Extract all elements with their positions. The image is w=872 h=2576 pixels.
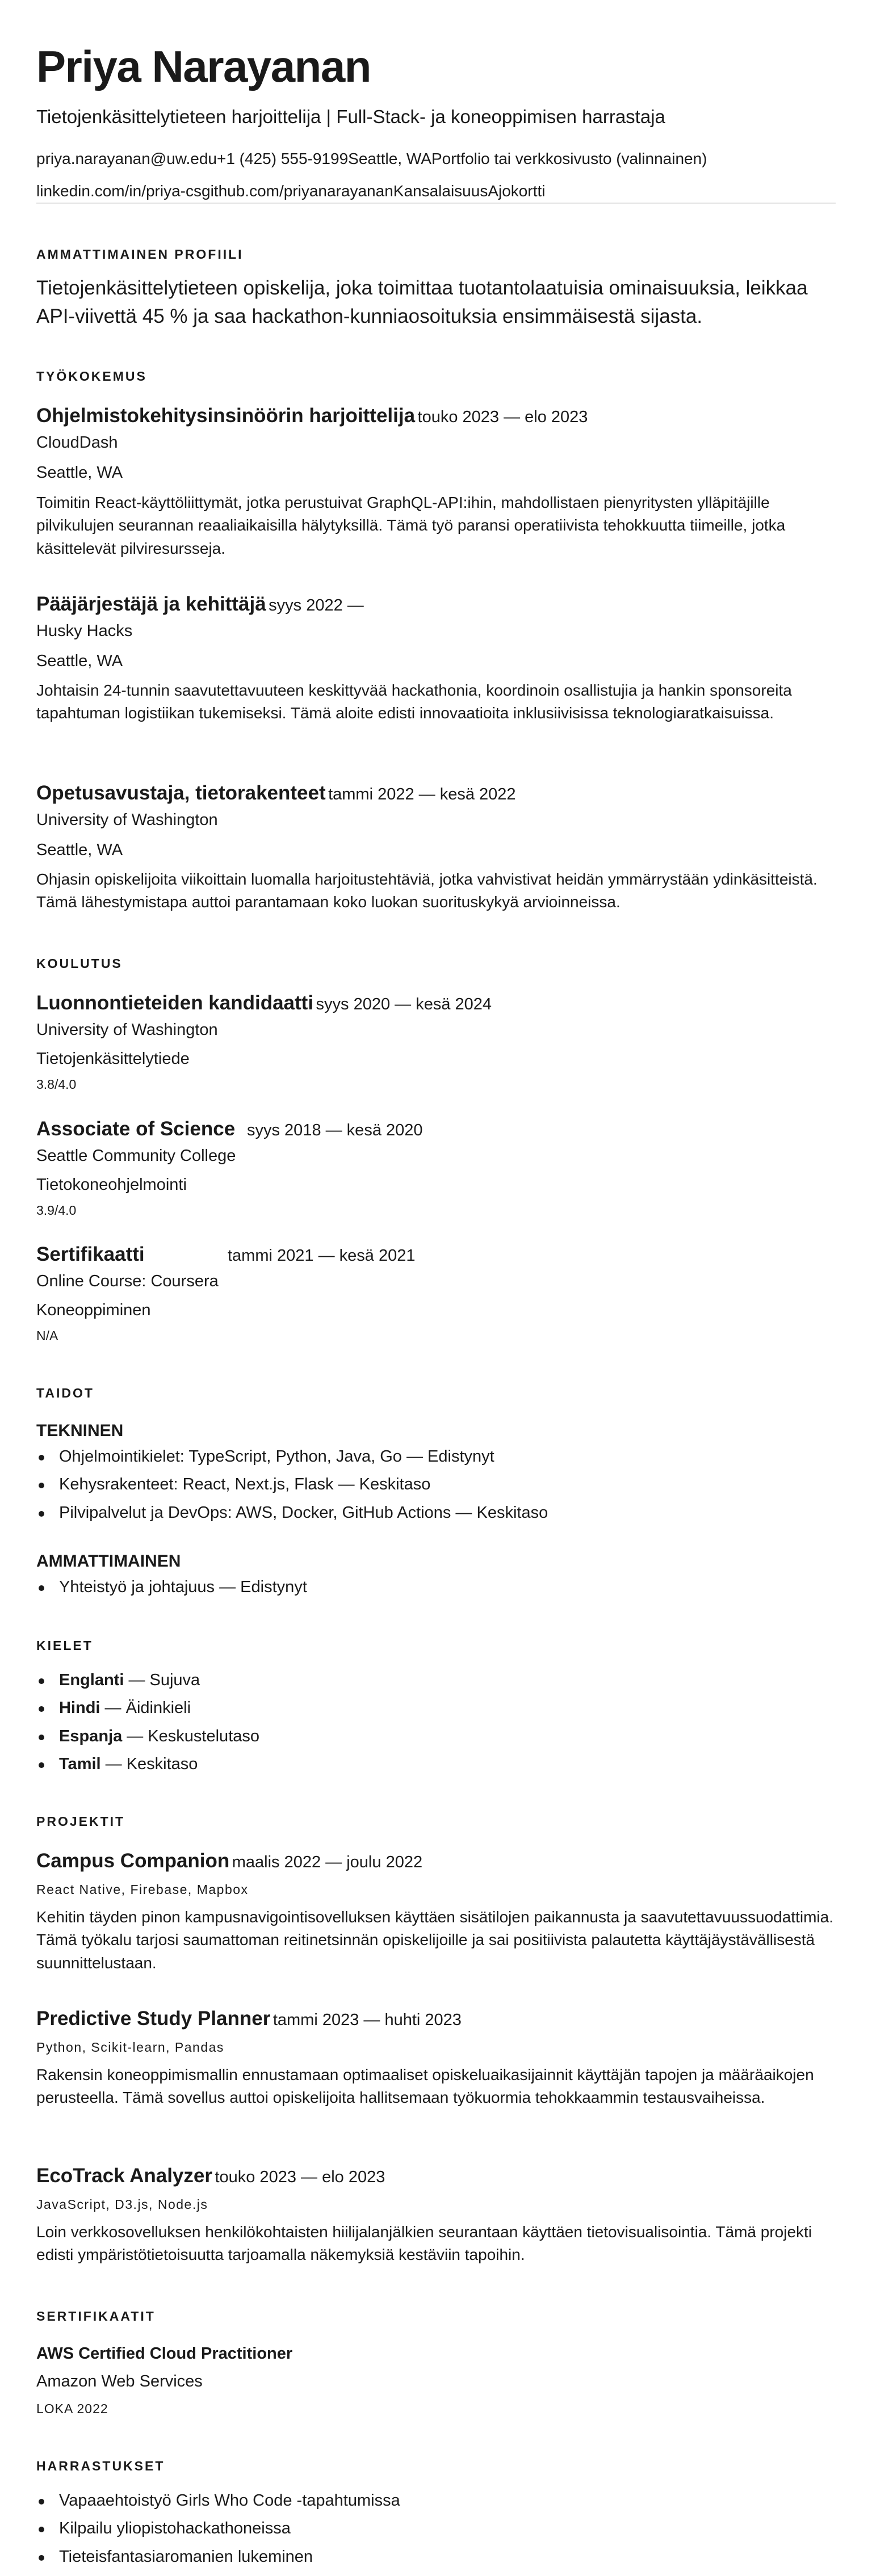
contact-row-links: [36, 182, 545, 201]
job-title: Opetusavustaja, tietorakenteet: [36, 782, 326, 804]
language-name: Tamil: [59, 1754, 101, 1773]
list-item: Yhteistyö ja johtajuus — Edistynyt: [36, 1573, 307, 1601]
job-organization: Husky Hacks: [36, 622, 133, 640]
location: Seattle, WA: [348, 150, 431, 167]
language-name: Englanti: [59, 1671, 124, 1689]
job-dates: tammi 2022 — kesä 2022: [328, 785, 516, 803]
project-name: Campus Companion: [36, 1850, 230, 1872]
list-item: [36, 1694, 259, 1722]
linkedin-link[interactable]: linkedin.com/in/priya-cs: [36, 182, 202, 200]
list-item: Kehysrakenteet: React, Next.js, Flask — Keskitaso: [36, 1471, 548, 1499]
project-tech: JavaScript, D3.js, Node.js: [36, 2197, 208, 2212]
language-level: — Keskustelutaso: [122, 1727, 260, 1745]
language-level: — Sujuva: [124, 1671, 200, 1689]
field-of-study: Koneoppiminen: [36, 1301, 151, 1319]
section-heading-experience: TYÖKOKEMUS: [36, 369, 147, 384]
language-name: Hindi: [59, 1699, 100, 1718]
job-location: Seattle, WA: [36, 841, 123, 859]
list-item: Kilpailu yliopistohackathoneissa: [36, 2515, 400, 2543]
job-location: Seattle, WA: [36, 652, 123, 670]
section-heading-profile: AMMATTIMAINEN PROFIILI: [36, 247, 244, 262]
section-heading-interests: HARRASTUKSET: [36, 2459, 165, 2473]
job-dates: syys 2022 —: [269, 596, 364, 614]
email-link[interactable]: priya.narayanan@uw.edu: [36, 150, 217, 167]
candidate-tagline: Tietojenkäsittelytieteen harjoittelija | Full-Stack- ja koneoppimisen harrastaja: [36, 106, 665, 127]
section-heading-certifications: SERTIFIKAATIT: [36, 2309, 156, 2324]
project-description: Kehitin täyden pinon kampusnavigointisovelluksen käyttäen sisätilojen paikannusta ja saavutettavuussuodattimia. Tämä työkalu tarjosi saumattoman reitinetsinnän opiskelijoille ja sai positiivista palautetta käyttäjäystävällisestä suunnittelustaan.: [36, 1908, 833, 1972]
citizenship: Kansalaisuus: [393, 182, 488, 200]
grade: 3.8/4.0: [36, 1077, 77, 1092]
education-entry: [36, 1118, 423, 1140]
technical-skills-list: [36, 1443, 548, 1527]
phone-number: +1 (425) 555-9199: [216, 150, 349, 167]
job-dates: touko 2023 — elo 2023: [417, 408, 588, 426]
grade: N/A: [36, 1328, 58, 1343]
project-dates: touko 2023 — elo 2023: [215, 2168, 385, 2186]
degree-dates: syys 2020 — kesä 2024: [316, 995, 492, 1013]
portfolio-link[interactable]: Portfolio tai verkkosivusto (valinnainen): [431, 150, 707, 167]
school-name: Online Course: Coursera: [36, 1272, 219, 1290]
education-entry: [36, 992, 492, 1015]
job-organization: CloudDash: [36, 433, 118, 452]
project-tech: Python, Scikit-learn, Pandas: [36, 2040, 224, 2055]
experience-entry: [36, 405, 588, 427]
certification-name: AWS Certified Cloud Practitioner: [36, 2345, 293, 2363]
project-tech: React Native, Firebase, Mapbox: [36, 1882, 249, 1897]
header-divider: [36, 203, 836, 204]
project-entry: [36, 1850, 422, 1872]
language-name: Espanja: [59, 1727, 123, 1745]
school-name: University of Washington: [36, 1021, 218, 1039]
education-entry: [36, 1243, 415, 1266]
project-entry: [36, 2007, 462, 2030]
degree-title: Luonnontieteiden kandidaatti: [36, 992, 314, 1014]
degree-title: Sertifikaatti: [36, 1243, 145, 1265]
section-heading-languages: KIELET: [36, 1638, 93, 1653]
list-item: [36, 1666, 259, 1694]
experience-entry: [36, 782, 516, 805]
degree-dates: tammi 2021 — kesä 2021: [228, 1247, 416, 1265]
contact-row: [36, 149, 707, 169]
skills-subheading-professional: AMMATTIMAINEN: [36, 1552, 181, 1571]
driving-license: Ajokortti: [488, 182, 546, 200]
job-description: Johtaisin 24-tunnin saavutettavuuteen keskittyvää hackathonia, koordinoin osallistujia ja hankin sponsoreita tapahtuman logistiikan tukemiseksi. Tämä aloite edisti innovaatioita inklusiivisissa teknologiaratkaisuissa.: [36, 681, 792, 722]
profile-summary: Tietojenkäsittelytieteen opiskelija, joka toimittaa tuotantolaatuisia ominaisuuksia, leikkaa API-viivettä 45 % ja saa hackathon-kunniaosoituksia ensimmäisestä sijasta.: [36, 277, 808, 328]
project-entry: [36, 2165, 385, 2187]
project-dates: tammi 2023 — huhti 2023: [272, 2011, 462, 2029]
candidate-name: Priya Narayanan: [36, 41, 371, 91]
project-name: Predictive Study Planner: [36, 2007, 271, 2030]
interests-list: [36, 2487, 400, 2571]
certification-date: LOKA 2022: [36, 2401, 108, 2416]
school-name: Seattle Community College: [36, 1147, 236, 1165]
list-item: Vapaaehtoistyö Girls Who Code -tapahtumissa: [36, 2487, 400, 2515]
experience-entry: [36, 593, 364, 616]
job-description: Ohjasin opiskelijoita viikoittain luomalla harjoitustehtäviä, jotka vahvistivat heidän ymmärrystään ydinkäsitteistä. Tämä lähestymistapa auttoi parantamaan koko luokan suorituskykyä arvioinneissa.: [36, 870, 818, 911]
project-dates: maalis 2022 — joulu 2022: [232, 1853, 423, 1871]
list-item: Ohjelmointikielet: TypeScript, Python, Java, Go — Edistynyt: [36, 1443, 548, 1471]
project-description: Rakensin koneoppimismallin ennustamaan optimaaliset opiskeluaikasijainnit käyttäjän tapojen ja määräaikojen perusteella. Tämä sovellus auttoi opiskelijoita hallitsemaan työkuormia tehokkaammin testausvaiheissa.: [36, 2066, 814, 2107]
job-description: Toimitin React-käyttöliittymät, jotka perustuivat GraphQL-API:ihin, mahdollistaen pienyritysten ylläpitäjille pilvikulujen seurannan reaaliaikaisilla hälytyksillä. Tämä työ paransi operatiivista tehokkuutta tiimeille, jotka käsittelevät pilviresursseja.: [36, 494, 786, 557]
list-item: [36, 1723, 259, 1750]
grade: 3.9/4.0: [36, 1203, 77, 1218]
job-location: Seattle, WA: [36, 464, 123, 482]
section-heading-education: KOULUTUS: [36, 956, 123, 971]
field-of-study: Tietokoneohjelmointi: [36, 1176, 187, 1194]
certification-issuer: Amazon Web Services: [36, 2372, 203, 2390]
job-organization: University of Washington: [36, 811, 218, 829]
languages-list: [36, 1666, 259, 1778]
degree-title: Associate of Science: [36, 1118, 236, 1140]
skills-subheading-technical: TEKNINEN: [36, 1421, 124, 1440]
field-of-study: Tietojenkäsittelytiede: [36, 1050, 190, 1068]
language-level: — Äidinkieli: [100, 1699, 191, 1718]
language-level: — Keskitaso: [100, 1754, 198, 1773]
project-description: Loin verkkosovelluksen henkilökohtaisten hiilijalanjälkien seurantaan käyttäen tietovisualisointia. Tämä projekti edisti ympäristötietoisuutta tarjoamalla näkemyksiä kestäviin tapoihin.: [36, 2223, 812, 2264]
project-name: EcoTrack Analyzer: [36, 2165, 212, 2187]
section-heading-skills: TAIDOT: [36, 1386, 94, 1400]
list-item: Tieteisfantasiaromanien lukeminen: [36, 2543, 400, 2571]
github-link[interactable]: github.com/priyanarayanan: [202, 182, 393, 200]
job-title: Pääjärjestäjä ja kehittäjä: [36, 593, 266, 615]
list-item: [36, 1750, 259, 1778]
degree-dates: syys 2018 — kesä 2020: [247, 1121, 423, 1139]
list-item: Pilvipalvelut ja DevOps: AWS, Docker, GitHub Actions — Keskitaso: [36, 1499, 548, 1527]
job-title: Ohjelmistokehitysinsinöörin harjoittelija: [36, 405, 416, 427]
section-heading-projects: PROJEKTIT: [36, 1814, 125, 1829]
professional-skills-list: [36, 1573, 307, 1601]
